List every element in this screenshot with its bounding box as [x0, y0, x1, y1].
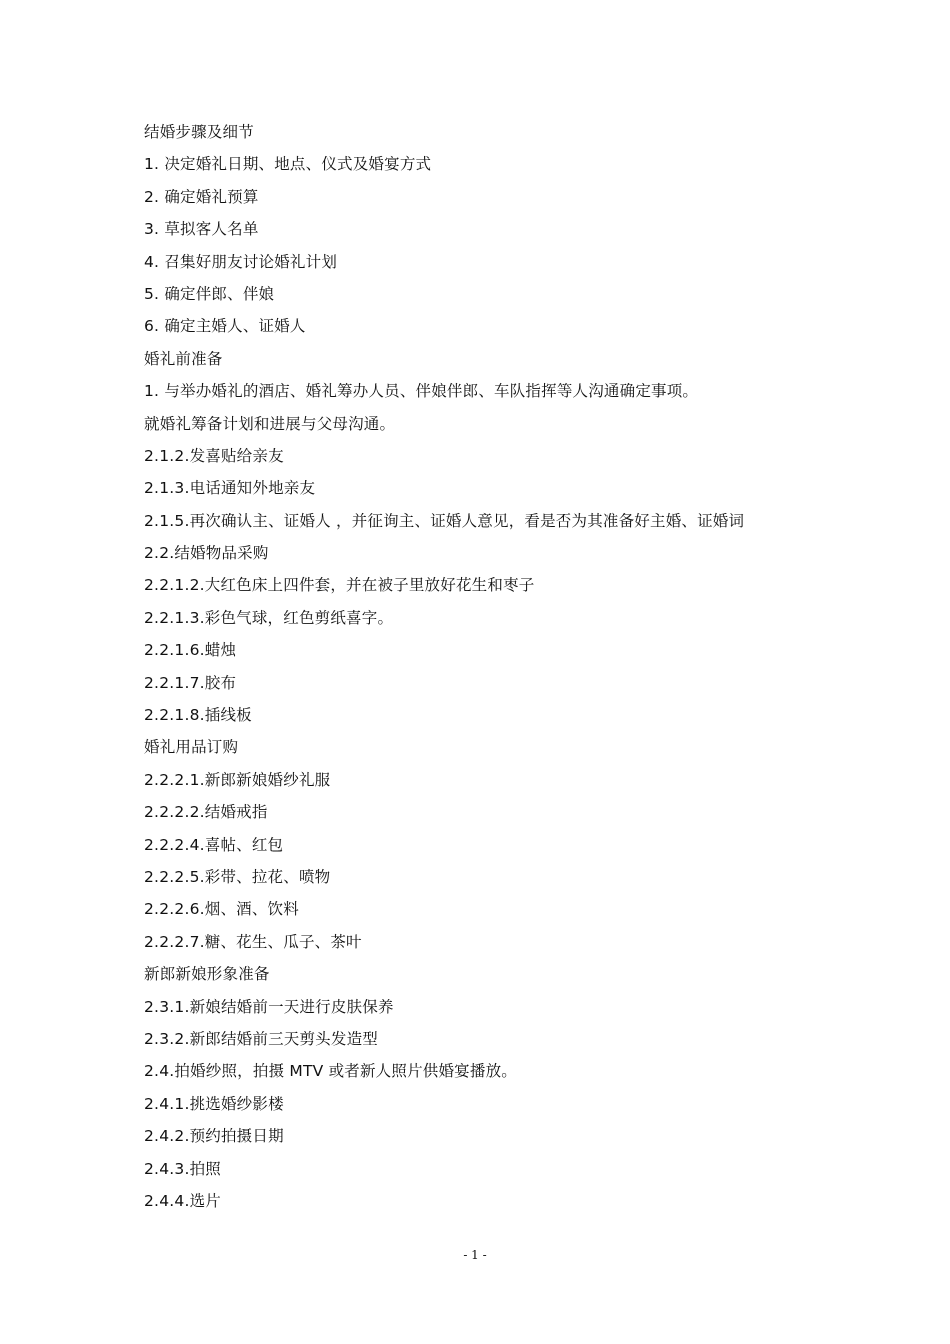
text-line: 2.2.2.2.结婚戒指 [144, 803, 268, 822]
text-line: 5. 确定伴郎、伴娘 [144, 284, 275, 303]
text-line: 2. 确定婚礼预算 [144, 187, 259, 206]
text-line: 2.2.2.4.喜帖、红包 [144, 835, 284, 854]
text-line: 就婚礼筹备计划和进展与父母沟通。 [144, 414, 396, 433]
text-line: 3. 草拟客人名单 [144, 220, 259, 239]
text-line: 2.2.1.2.大红色床上四件套，并在被子里放好花生和枣子 [144, 576, 535, 595]
text-line: 4. 召集好朋友讨论婚礼计划 [144, 252, 338, 271]
text-line: 1. 与举办婚礼的酒店、婚礼筹办人员、伴娘伴郎、车队指挥等人沟通确定事项。 [144, 382, 699, 401]
text-line: 2.2.1.8.插线板 [144, 706, 252, 725]
text-line: 2.4.拍婚纱照，拍摄 MTV 或者新人照片供婚宴播放。 [144, 1062, 517, 1081]
text-line: 2.1.3.电话通知外地亲友 [144, 479, 316, 498]
text-line: 2.2.2.6.烟、酒、饮料 [144, 900, 299, 919]
text-line: 2.3.2.新郎结婚前三天剪头发造型 [144, 1029, 378, 1048]
text-line: 2.2.2.7.糖、花生、瓜子、茶叶 [144, 932, 362, 951]
text-line: 2.2.1.3.彩色气球，红色剪纸喜字。 [144, 608, 394, 627]
text-line: 2.4.1.挑选婚纱影楼 [144, 1094, 284, 1113]
text-line: 2.2.1.6.蜡烛 [144, 641, 237, 660]
text-line: 2.2.1.7.胶布 [144, 673, 237, 692]
text-line: 2.1.2.发喜贴给亲友 [144, 446, 284, 465]
text-line: 2.4.2.预约拍摄日期 [144, 1127, 284, 1146]
text-line: 2.4.3.拍照 [144, 1159, 221, 1178]
text-line: 新郎新娘形象准备 [144, 965, 270, 984]
text-line: 2.1.5.再次确认主、证婚人 ，并征询主、证婚人意见，看是否为其准备好主婚、证婚词 [144, 511, 745, 530]
document-body [144, 116, 844, 1217]
page-number: - 1 - [463, 1248, 487, 1262]
text-line: 2.2.结婚物品采购 [144, 544, 269, 563]
text-line: 2.3.1.新娘结婚前一天进行皮肤保养 [144, 997, 394, 1016]
text-line: 6. 确定主婚人、证婚人 [144, 317, 306, 336]
text-line: 2.2.2.5.彩带、拉花、喷物 [144, 867, 331, 886]
text-line: 1. 决定婚礼日期、地点、仪式及婚宴方式 [144, 155, 432, 174]
text-line: 结婚步骤及细节 [144, 123, 254, 141]
text-line: 2.2.2.1.新郎新娘婚纱礼服 [144, 770, 331, 789]
text-line: 2.4.4.选片 [144, 1191, 221, 1210]
text-line: 婚礼用品订购 [144, 738, 239, 757]
text-line: 婚礼前准备 [144, 349, 223, 368]
